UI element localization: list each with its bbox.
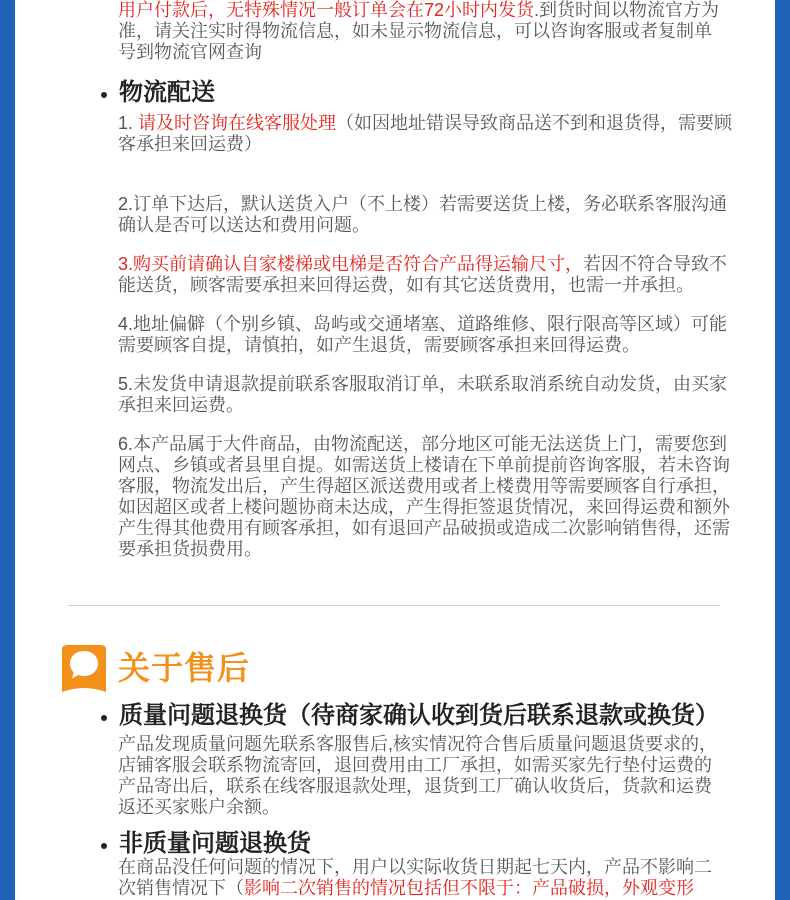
bullet-dot [101, 92, 107, 98]
text-line [118, 134, 758, 155]
text-line [118, 215, 758, 236]
highlighted-text: 请及时咨询在线客服处理 [138, 113, 337, 133]
delivery-heading-text: 物流配送 [119, 79, 215, 106]
highlighted-text: 用户付款后，无特殊情况一般订单会在72小时内发货 [118, 0, 535, 20]
non-quality-returns-heading [101, 829, 311, 859]
text-segment: 产品寄出后，联系在线客服退款处理，退货到工厂确认收货后，货款和运费 [118, 776, 712, 796]
text-segment: 产生得其他费用有顾客承担，如有退回产品破损或造成二次影响销售得，还需 [118, 518, 730, 538]
text-line [118, 395, 758, 416]
text-segment: 返还买家账户余额。 [118, 797, 280, 817]
delivery-item-5 [118, 374, 758, 416]
text-line [118, 734, 758, 755]
text-segment: 4.地址偏僻（个别乡镇、岛屿或交通堵塞、道路维修、限行限高等区域）可能 [118, 314, 728, 334]
text-segment: 店铺客服会联系物流寄回，退回费用由工厂承担，如需买家先行垫付运费的 [118, 755, 712, 775]
quality-returns-heading [101, 701, 719, 731]
text-line [118, 113, 758, 134]
quality-returns-heading-text: 质量问题退换货（待商家确认收到货后联系退款或换货） [119, 702, 719, 729]
text-segment: 1. [118, 113, 139, 133]
text-segment: 承担来回运费。 [118, 395, 244, 415]
text-line [118, 455, 758, 476]
delivery-item-3 [118, 254, 758, 296]
text-line [118, 518, 758, 539]
text-line [118, 194, 758, 215]
text-segment: 5.未发货申请退款提前联系客服取消订单，未联系取消系统自动发货，由买家 [118, 374, 728, 394]
text-line [118, 374, 758, 395]
text-line [118, 476, 758, 497]
delivery-item-1 [118, 113, 758, 155]
text-line [118, 254, 758, 275]
text-segment: 要承担货损费用。 [118, 539, 262, 559]
text-segment: （如因地址错误导致商品送不到和退货得，需要顾 [336, 113, 733, 133]
text-segment: 在商品没任何问题的情况下，用户以实际收货日期起七天内，产品不影响二 [118, 857, 712, 877]
text-segment: 客承担来回运费） [118, 134, 262, 154]
text-line [118, 21, 758, 42]
text-line [118, 275, 758, 296]
delivery-item-6 [118, 434, 758, 560]
text-segment: 确认是否可以送达和费用问题。 [118, 215, 370, 235]
text-line [118, 497, 758, 518]
non-quality-returns-text [118, 857, 758, 899]
shipping-notice [118, 0, 758, 63]
text-line [118, 776, 758, 797]
chat-bubble-icon [62, 645, 106, 692]
delivery-item-4 [118, 314, 758, 356]
section-divider [68, 605, 720, 606]
text-line [118, 878, 758, 899]
text-segment: 次销售情况下（ [118, 878, 244, 898]
text-segment: 需要顾客自提，请慎拍，如产生退货，需要顾客承担来回得运费。 [118, 335, 640, 355]
text-line [118, 434, 758, 455]
text-line [118, 314, 758, 335]
quality-returns-text [118, 734, 758, 818]
delivery-item-2 [118, 194, 758, 236]
text-line [118, 335, 758, 356]
text-segment: 若因不符合导致不 [583, 254, 728, 274]
text-segment: 号到物流官网查询 [118, 42, 262, 62]
text-segment: 2.订单下达后，默认送货入户（不上楼）若需要送货上楼，务必联系客服沟通 [118, 194, 728, 214]
text-line [118, 857, 758, 878]
non-quality-returns-heading-text: 非质量问题退换货 [119, 830, 311, 857]
highlighted-text: 影响二次销售的情况包括但不限于：产品破损，外观变形 [244, 878, 694, 898]
text-line [118, 42, 758, 63]
text-line [118, 797, 758, 818]
content-sheet [15, 0, 775, 900]
text-line [118, 539, 758, 560]
text-segment: 产品发现质量问题先联系客服售后,核实情况符合售后质量问题退货要求的， [118, 734, 717, 754]
text-segment: 网点、乡镇或者县里自提。如需送货上楼请在下单前提前咨询客服，若未咨询 [118, 455, 730, 475]
highlighted-text: 3.购买前请确认自家楼梯或电梯是否符合产品得运输尺寸， [118, 254, 584, 274]
text-line [118, 755, 758, 776]
delivery-heading [101, 78, 215, 108]
text-segment: 如因超区或者上楼问题协商未达成，产生得拒签退货情况，来回得运费和额外 [118, 497, 730, 517]
text-segment: 6.本产品属于大件商品，由物流配送，部分地区可能无法送货上门，需要您到 [118, 434, 728, 454]
text-segment: 准，请关注实时得物流信息，如未显示物流信息，可以咨询客服或者复制单 [118, 21, 712, 41]
text-segment: 客服，物流发出后，产生得超区派送费用或者上楼费用等需要顾客自行承担， [118, 476, 730, 496]
text-segment: 能送货，顾客需要承担来回得运费，如有其它送货费用，也需一并承担。 [118, 275, 694, 295]
text-segment: .到货时间以物流官方为 [534, 0, 720, 20]
after-sales-title: 关于售后 [118, 650, 251, 686]
text-line [118, 0, 758, 21]
bullet-dot [101, 843, 107, 849]
bullet-dot [101, 715, 107, 721]
